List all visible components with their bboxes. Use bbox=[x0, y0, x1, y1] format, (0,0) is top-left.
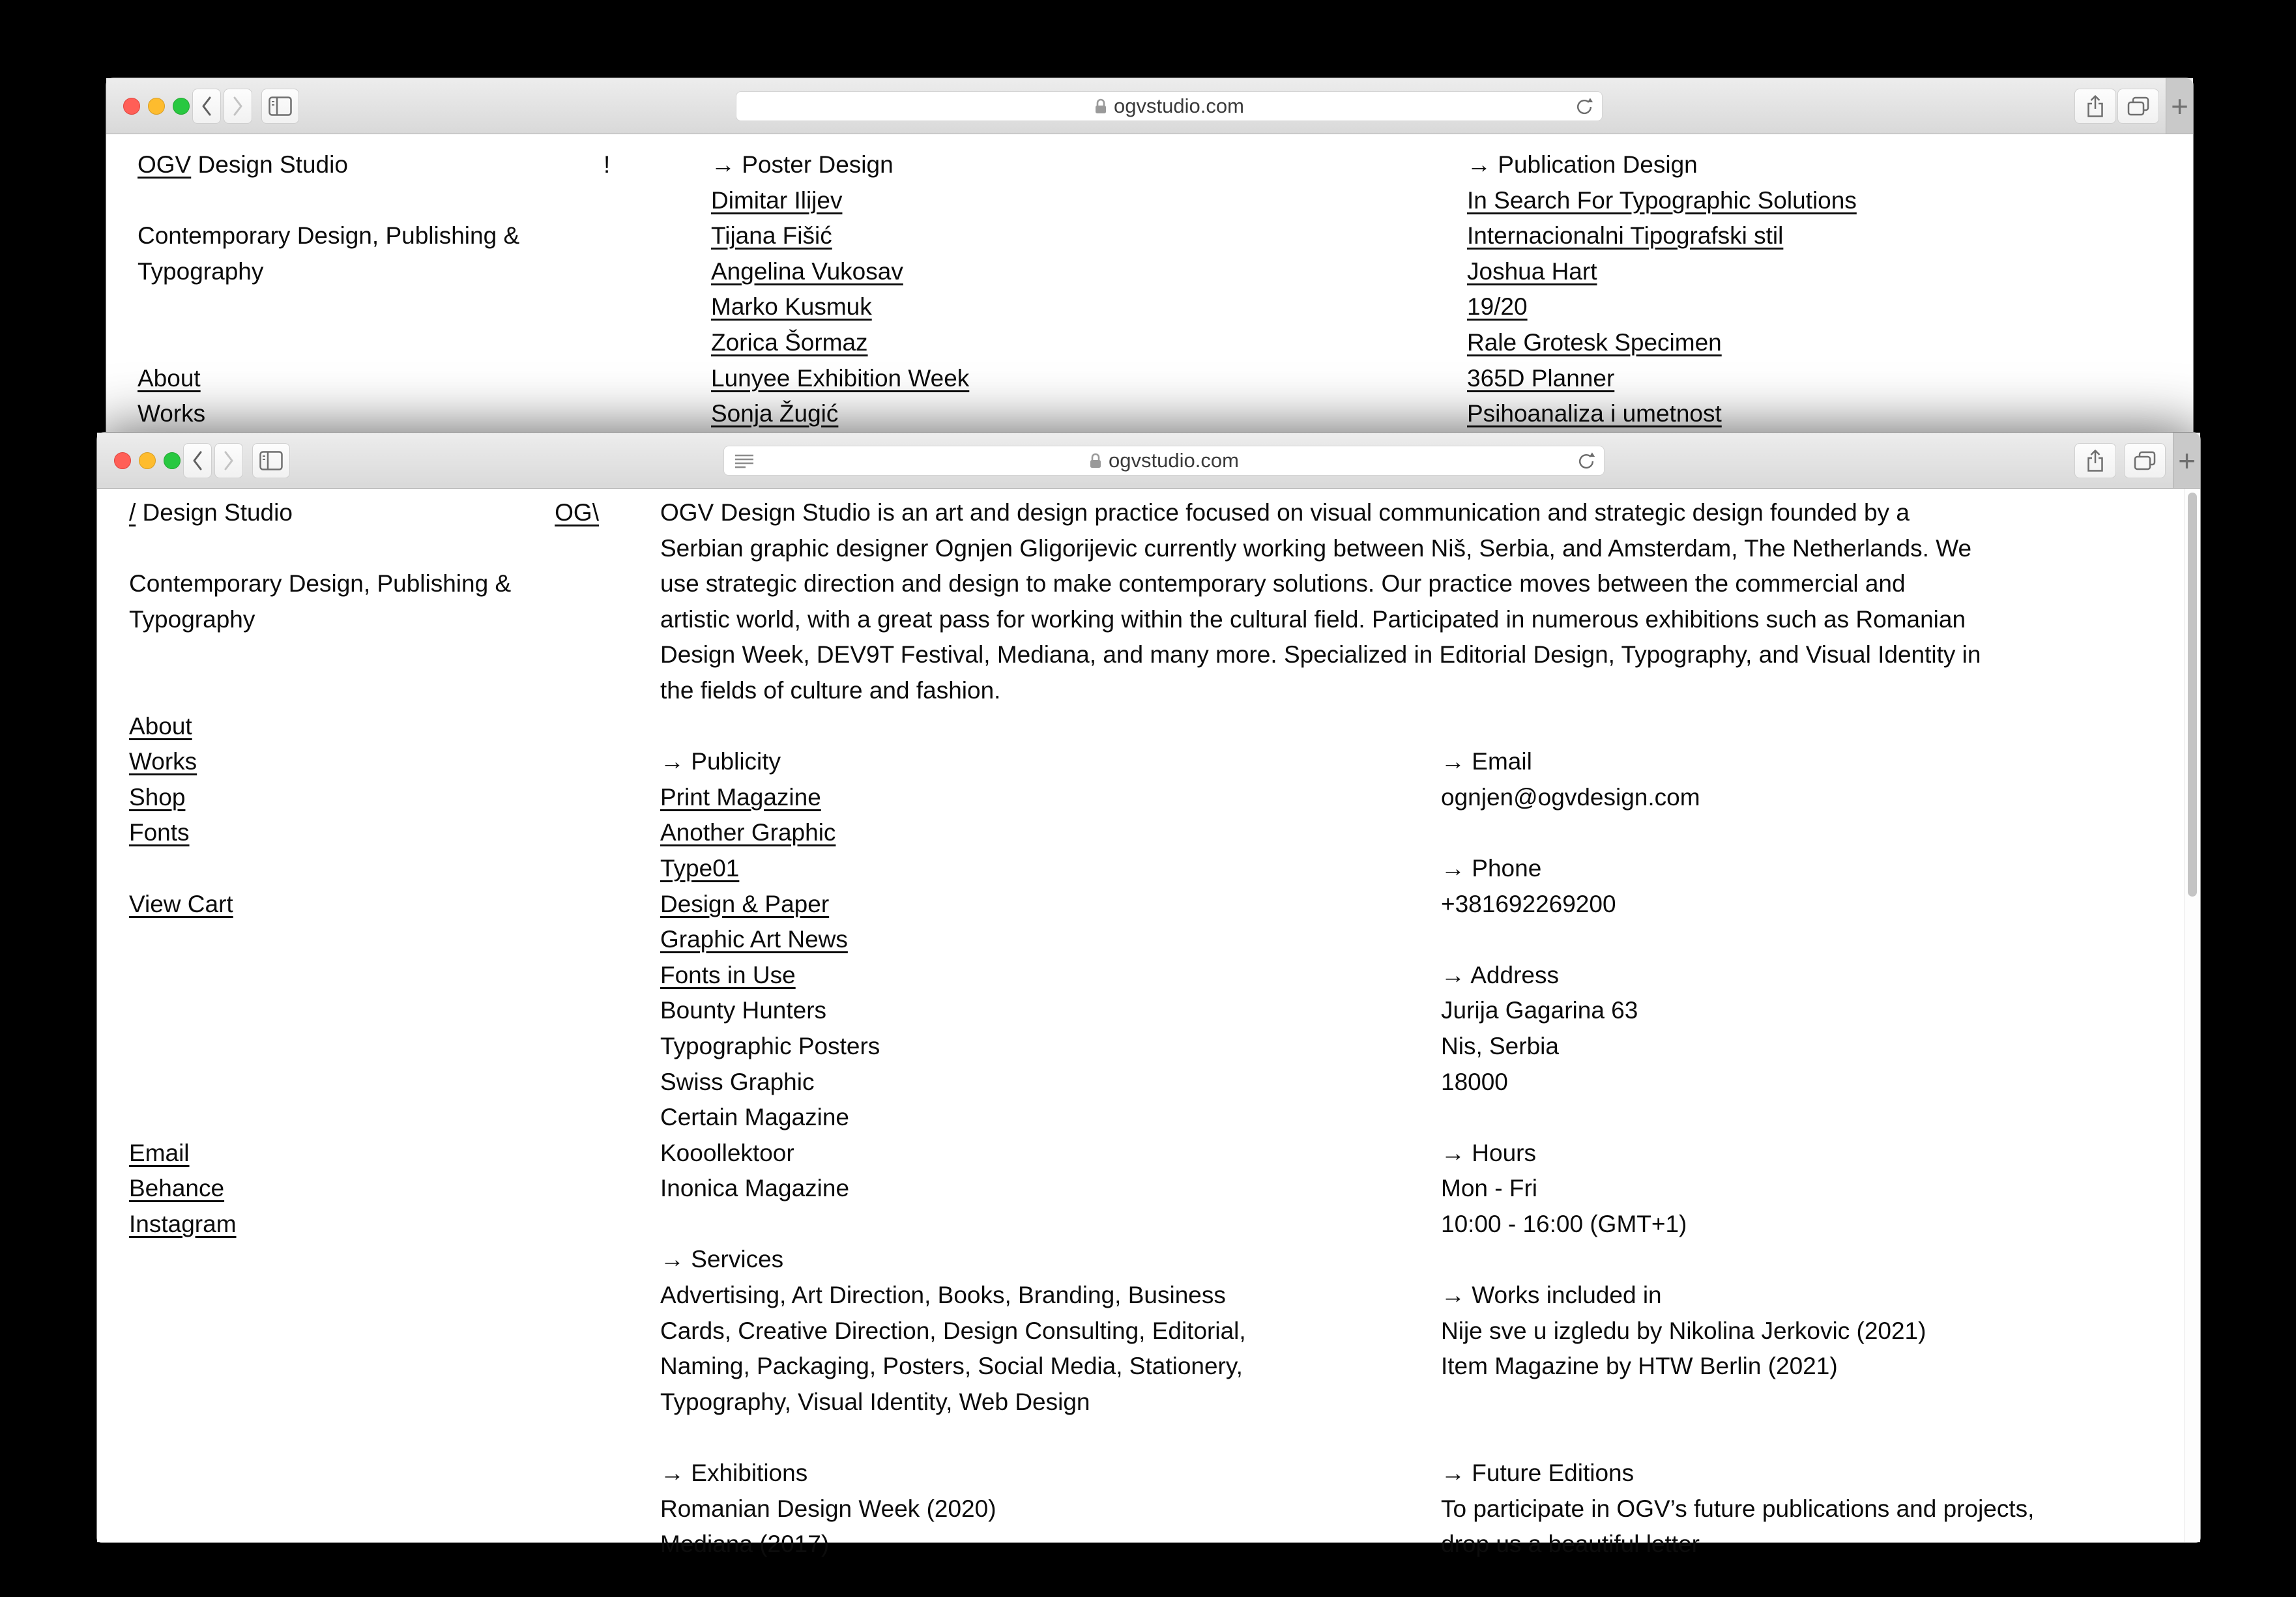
publicity-item-link[interactable]: Type01 bbox=[660, 854, 740, 882]
publicity-item: Kooollektoor bbox=[660, 1139, 794, 1166]
services-line: Naming, Packaging, Posters, Social Media, Stationery, bbox=[660, 1353, 1243, 1380]
sidebar-item-about[interactable]: About bbox=[129, 712, 192, 740]
services-line: Cards, Creative Direction, Design Consulting, Editorial, bbox=[660, 1317, 1246, 1344]
scrollbar-track[interactable] bbox=[2184, 489, 2200, 1542]
hours-line: Mon - Fri bbox=[1441, 1175, 1537, 1202]
publication-item-link[interactable]: In Search For Typographic Solutions bbox=[1467, 186, 1857, 214]
phone-value: +381692269200 bbox=[1441, 890, 1616, 917]
works-included-heading: → Works included in bbox=[1441, 1282, 1662, 1309]
share-button[interactable] bbox=[2074, 89, 2116, 124]
scrollbar-thumb[interactable] bbox=[2188, 493, 2197, 897]
tagline-line: Typography bbox=[129, 605, 255, 633]
brand-link[interactable]: / bbox=[129, 499, 136, 526]
email-link[interactable]: Email bbox=[129, 1139, 190, 1166]
back-button[interactable] bbox=[183, 443, 212, 478]
forward-icon bbox=[224, 451, 234, 470]
plus-icon: + bbox=[2171, 89, 2188, 123]
minimize-icon[interactable] bbox=[139, 452, 156, 469]
close-icon[interactable] bbox=[123, 98, 140, 115]
forward-button[interactable] bbox=[214, 443, 243, 478]
publication-item-link[interactable]: Joshua Hart bbox=[1467, 257, 1597, 285]
poster-item-link[interactable]: Tijana Fišić bbox=[711, 222, 832, 250]
services-line: Advertising, Art Direction, Books, Branding, Business bbox=[660, 1282, 1226, 1309]
tagline-line: Contemporary Design, Publishing & bbox=[138, 222, 520, 250]
brand-link[interactable]: OGV bbox=[138, 151, 192, 178]
share-icon bbox=[2086, 94, 2104, 118]
browser-window-back bbox=[106, 78, 2194, 446]
publicity-item-link[interactable]: Print Magazine bbox=[660, 783, 821, 811]
page-content-back bbox=[106, 134, 2193, 445]
hours-line: 10:00 - 16:00 (GMT+1) bbox=[1441, 1210, 1687, 1237]
email-heading: → Email bbox=[1441, 748, 1532, 775]
sidebar-icon bbox=[269, 96, 292, 116]
url-text: ogvstudio.com bbox=[1114, 94, 1244, 117]
publicity-item: Inonica Magazine bbox=[660, 1175, 850, 1202]
services-line: Typography, Visual Identity, Web Design bbox=[660, 1388, 1090, 1415]
browser-toolbar[interactable] bbox=[106, 78, 2193, 134]
publicity-item-link[interactable]: Another Graphic bbox=[660, 819, 836, 846]
publicity-item: Typographic Posters bbox=[660, 1032, 880, 1059]
zoom-icon[interactable] bbox=[164, 452, 181, 469]
tabs-icon bbox=[2127, 96, 2149, 117]
browser-toolbar[interactable] bbox=[97, 433, 2200, 489]
publication-item-link[interactable]: Internacionalni Tipografski stil bbox=[1467, 222, 1784, 250]
future-editions-line: To participate in OGV’s future publications and projects, bbox=[1441, 1495, 2035, 1522]
about-paragraph-line: Serbian graphic designer Ognjen Gligorijevic currently working between Niš, Serbia, and Amsterdam, The Netherlands. We bbox=[660, 534, 1972, 562]
reader-button[interactable] bbox=[734, 453, 754, 469]
address-line: 18000 bbox=[1441, 1068, 1508, 1095]
hours-heading: → Hours bbox=[1441, 1139, 1536, 1166]
poster-item-link[interactable]: Sonja Žugić bbox=[711, 400, 839, 427]
publicity-item-link[interactable]: Fonts in Use bbox=[660, 961, 796, 988]
sidebar-item-shop[interactable]: Shop bbox=[129, 783, 186, 811]
site-brand bbox=[138, 147, 633, 183]
poster-item-link[interactable]: Lunyee Exhibition Week bbox=[711, 364, 970, 392]
publicity-item: Certain Magazine bbox=[660, 1104, 849, 1131]
sidebar-item-works[interactable]: Works bbox=[129, 748, 197, 775]
future-editions-heading: → Future Editions bbox=[1441, 1460, 1635, 1487]
lock-icon bbox=[1094, 98, 1107, 115]
publication-design-heading: → Publication Design bbox=[1467, 151, 1698, 178]
url-text: ogvstudio.com bbox=[1109, 449, 1239, 472]
sidebar-icon bbox=[259, 451, 283, 470]
publicity-item: Bounty Hunters bbox=[660, 997, 827, 1024]
publication-item-link[interactable]: 365D Planner bbox=[1467, 364, 1615, 392]
email-value: ognjen@ogvdesign.com bbox=[1441, 783, 1700, 811]
address-bar[interactable] bbox=[736, 91, 1603, 121]
about-paragraph-line: the fields of culture and fashion. bbox=[660, 676, 1001, 704]
tagline-line: Contemporary Design, Publishing & bbox=[129, 570, 512, 597]
address-line: Jurija Gagarina 63 bbox=[1441, 997, 1638, 1024]
poster-item-link[interactable]: Marko Kusmuk bbox=[711, 293, 872, 321]
services-heading: → Services bbox=[660, 1246, 784, 1273]
back-button[interactable] bbox=[192, 89, 221, 124]
page-content-front bbox=[97, 489, 2200, 1558]
exhibition-item: Romanian Design Week (2020) bbox=[660, 1495, 996, 1522]
brand-rest: Design Studio bbox=[191, 151, 348, 178]
sidebar-button[interactable] bbox=[252, 443, 290, 478]
publication-item-link[interactable]: Rale Grotesk Specimen bbox=[1467, 328, 1722, 356]
back-icon bbox=[201, 96, 212, 116]
poster-design-heading: → Poster Design bbox=[711, 151, 894, 178]
plus-icon: + bbox=[2178, 443, 2196, 478]
behance-link[interactable]: Behance bbox=[129, 1175, 225, 1202]
publication-item-link[interactable]: 19/20 bbox=[1467, 293, 1528, 321]
new-tab-button[interactable] bbox=[2173, 433, 2200, 488]
tabs-icon bbox=[2134, 451, 2156, 471]
about-paragraph-line: artistic world, with a great pass for working within the cultural field. Participated in numerous exhibitions such as Romanian bbox=[660, 605, 1966, 633]
reload-button[interactable] bbox=[1575, 97, 1594, 117]
minimize-icon[interactable] bbox=[148, 98, 165, 115]
forward-icon bbox=[233, 96, 243, 116]
publicity-item-link[interactable]: Graphic Art News bbox=[660, 926, 848, 953]
nav-works[interactable]: Works bbox=[138, 400, 206, 427]
close-icon[interactable] bbox=[114, 452, 131, 469]
address-heading: → Address bbox=[1441, 961, 1559, 988]
nav-about-link[interactable]: About bbox=[138, 364, 201, 392]
reload-icon bbox=[1577, 452, 1596, 471]
exhibition-item: Mediana (2017) bbox=[660, 1531, 830, 1558]
about-paragraph-line: OGV Design Studio is an art and design practice focused on visual communication and strategic design founded by a bbox=[660, 499, 1910, 526]
future-editions-line: drop us a beautiful letter bbox=[1441, 1531, 1700, 1558]
phone-heading: → Phone bbox=[1441, 854, 1542, 882]
lock-icon bbox=[1089, 452, 1102, 470]
share-icon bbox=[2086, 449, 2104, 472]
marquee-fragment: ! bbox=[603, 151, 611, 178]
brand-marquee-link[interactable]: OG\ bbox=[555, 499, 599, 526]
publicity-item-link[interactable]: Design & Paper bbox=[660, 890, 830, 917]
poster-item-link[interactable]: Angelina Vukosav bbox=[711, 257, 903, 285]
sidebar-item-fonts[interactable]: Fonts bbox=[129, 819, 190, 846]
zoom-icon[interactable] bbox=[173, 98, 190, 115]
publicity-item: Swiss Graphic bbox=[660, 1068, 815, 1095]
back-icon bbox=[192, 451, 203, 470]
tab-overview-button[interactable] bbox=[2124, 443, 2166, 478]
reader-icon bbox=[734, 453, 754, 469]
works-included-item: Item Magazine by HTW Berlin (2021) bbox=[1441, 1353, 1838, 1380]
poster-item-link[interactable]: Zorica Šormaz bbox=[711, 328, 868, 356]
share-button[interactable] bbox=[2074, 443, 2116, 478]
site-brand bbox=[129, 495, 599, 531]
reload-button[interactable] bbox=[1577, 452, 1596, 471]
publicity-heading: → Publicity bbox=[660, 748, 781, 775]
reload-icon bbox=[1575, 97, 1594, 117]
address-line: Nis, Serbia bbox=[1441, 1032, 1559, 1059]
about-paragraph-line: Design Week, DEV9T Festival, Mediana, and many more. Specialized in Editorial Design, Typography, and Visual Identity in bbox=[660, 641, 1981, 669]
works-included-item: Nije sve u izgledu by Nikolina Jerkovic (2021) bbox=[1441, 1317, 1926, 1344]
about-paragraph-line: use strategic direction and design to make contemporary solutions. Our practice moves between the commercial and bbox=[660, 570, 1906, 597]
tab-overview-button[interactable] bbox=[2117, 89, 2159, 124]
instagram-link[interactable]: Instagram bbox=[129, 1210, 237, 1237]
tagline-line: Typography bbox=[138, 257, 264, 285]
exhibitions-heading: → Exhibitions bbox=[660, 1460, 808, 1487]
publication-item-link[interactable]: Psihoanaliza i umetnost bbox=[1467, 400, 1722, 427]
view-cart-link[interactable]: View Cart bbox=[129, 890, 233, 917]
browser-window-front bbox=[96, 432, 2201, 1558]
sidebar-button[interactable] bbox=[261, 89, 299, 124]
address-bar[interactable] bbox=[723, 446, 1605, 476]
brand-rest: Design Studio bbox=[136, 499, 293, 526]
poster-item-link[interactable]: Dimitar Ilijev bbox=[711, 186, 843, 214]
new-tab-button[interactable] bbox=[2166, 78, 2193, 134]
forward-button[interactable] bbox=[224, 89, 252, 124]
